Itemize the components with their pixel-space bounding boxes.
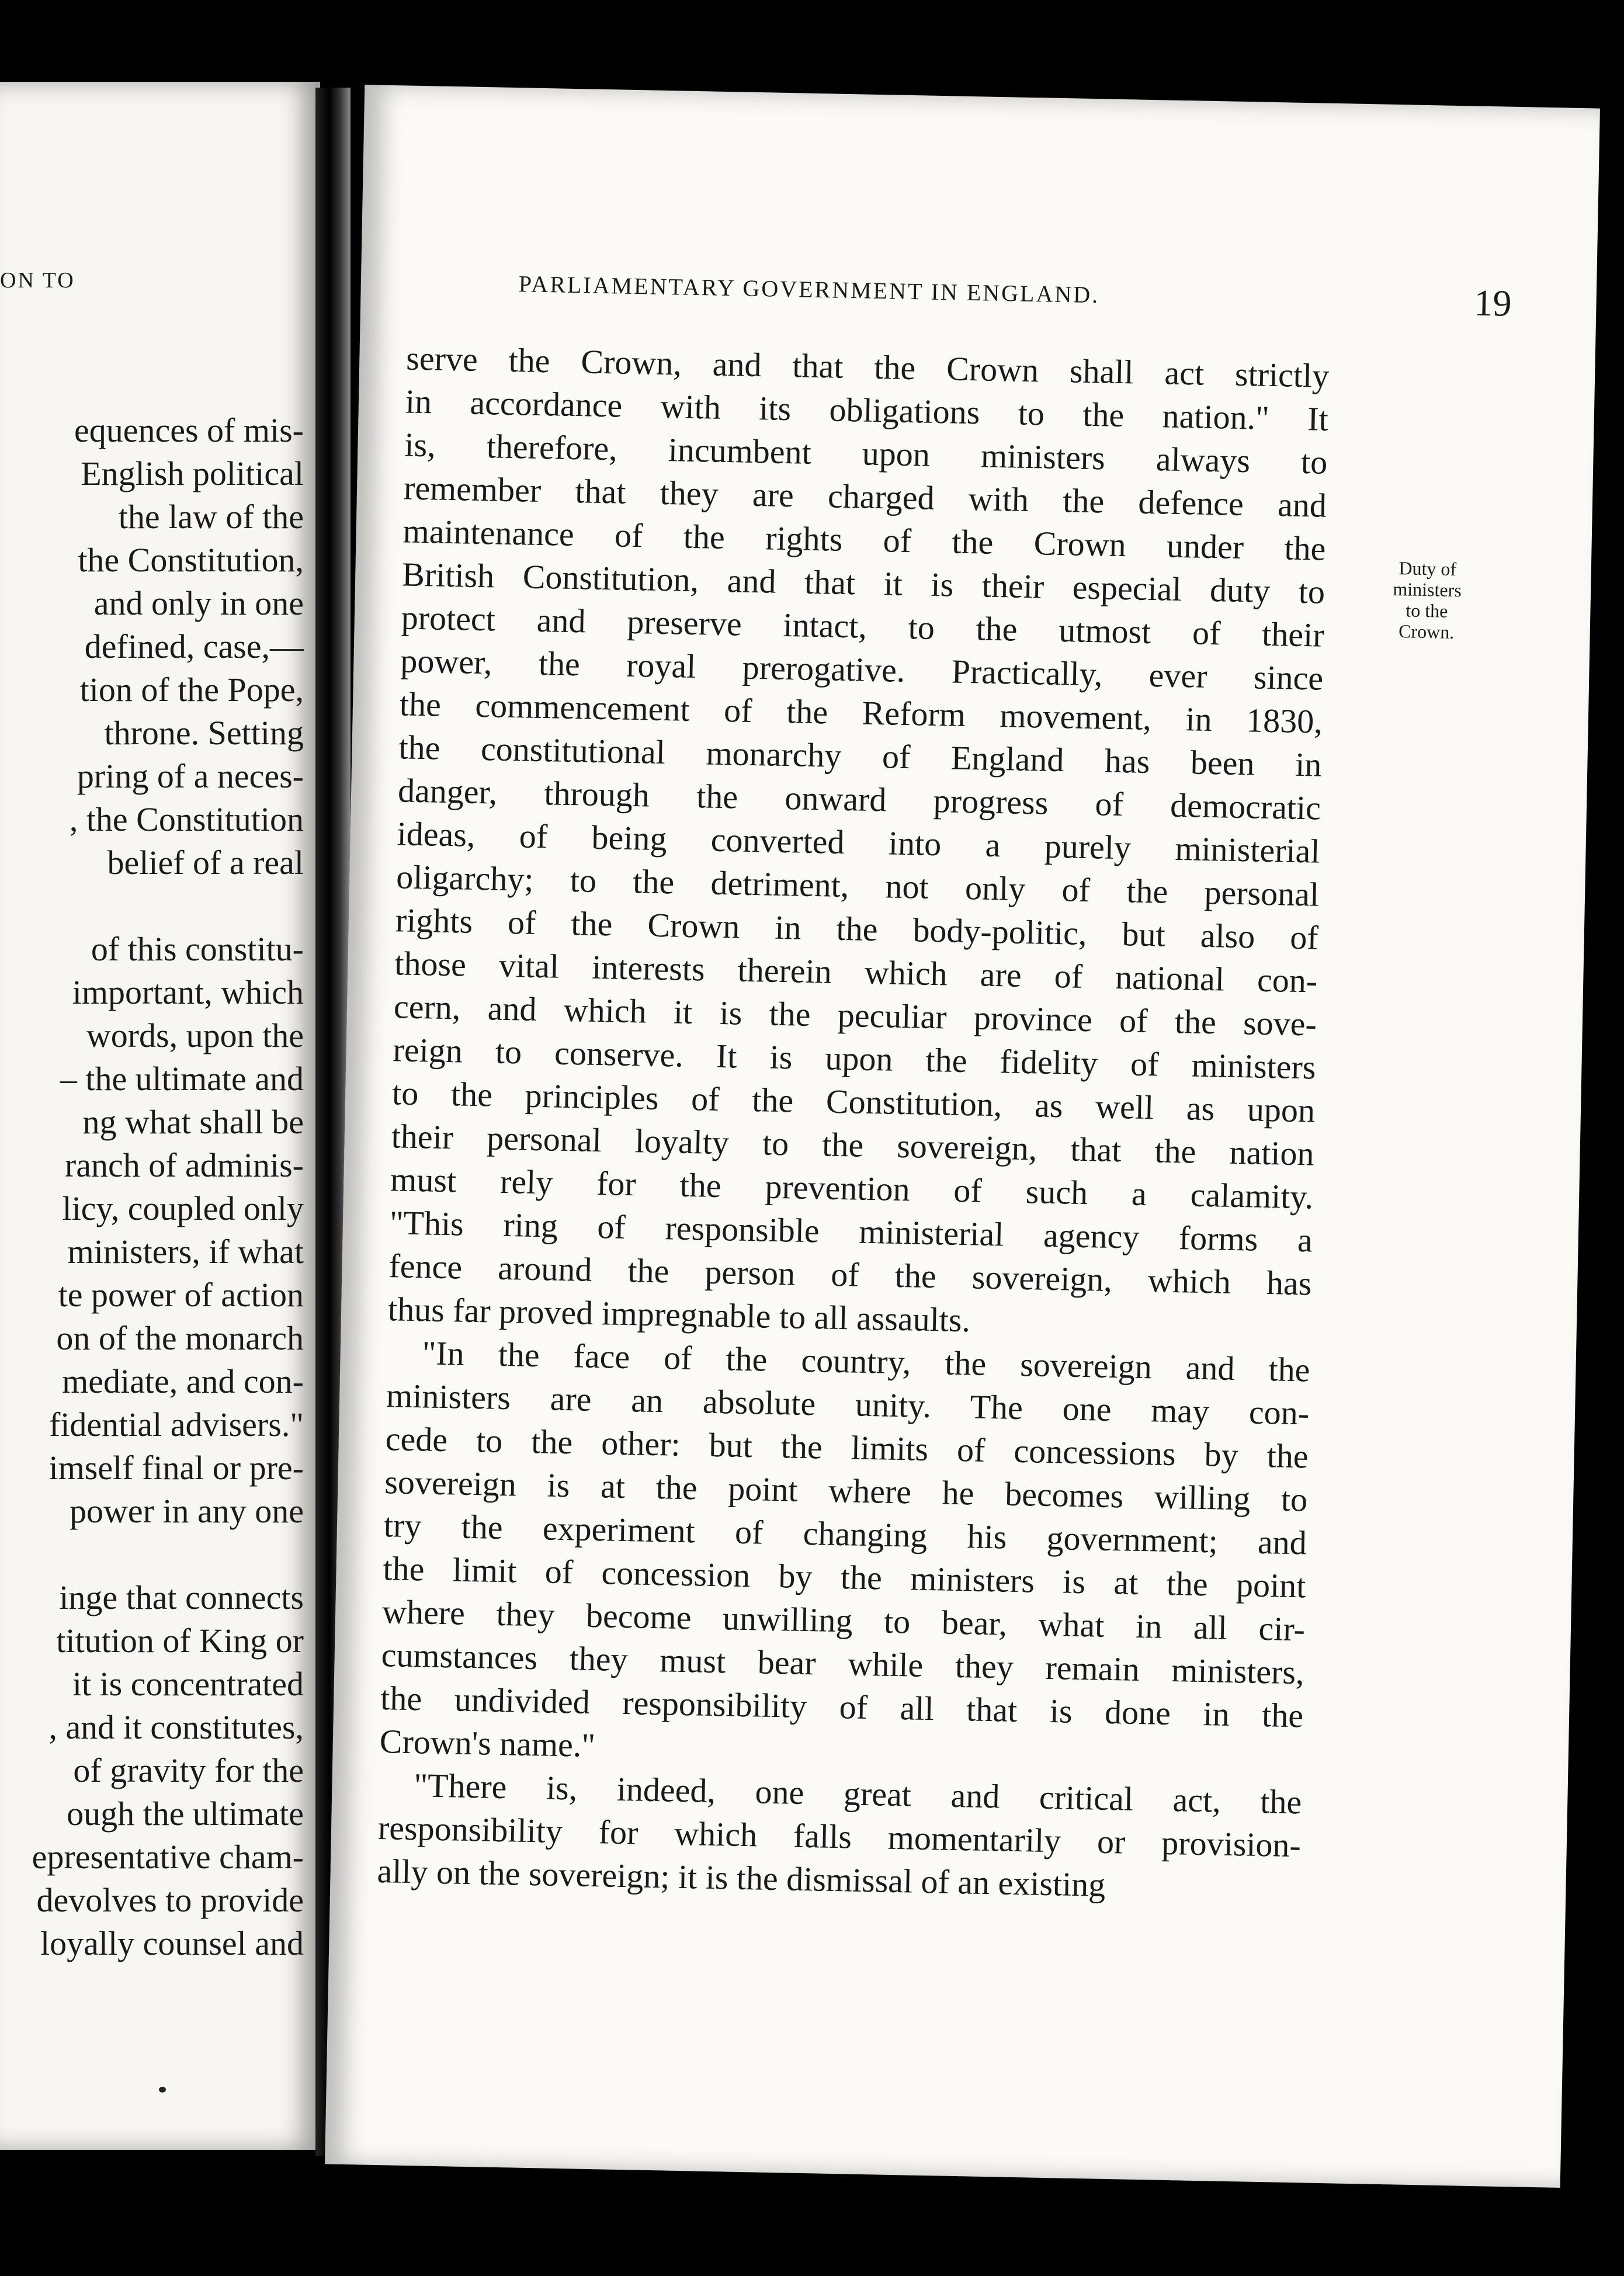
text-line: the limit of concession by the ministers is at the point [382, 1549, 1306, 1605]
left-page-text [0, 409, 304, 1965]
text-line: licy, coupled only [62, 1189, 304, 1227]
text-line: ng what shall be [82, 1103, 304, 1141]
text-line: thus far proved impregnable to all assaults. [387, 1290, 971, 1340]
text-line: reign to conserve. It is upon the fidelity of ministers [393, 1031, 1316, 1087]
text-line: of gravity for the [73, 1751, 304, 1789]
text-line: is, therefore, incumbent upon ministers always to [404, 425, 1328, 481]
text-line: English political [81, 454, 304, 492]
text-line: epresentative cham- [32, 1838, 304, 1876]
margin-sidenote [1368, 557, 1486, 643]
text-line: sovereign is at the point where he becomes willing to [384, 1463, 1308, 1519]
text-line: try the experiment of changing his government; and [383, 1506, 1307, 1562]
text-line: loyally counsel and [40, 1924, 304, 1962]
text-line: inge that connects [59, 1578, 304, 1616]
right-page [325, 85, 1600, 2188]
paragraph-gap [0, 1533, 304, 1576]
text-line: cern, and which it is the peculiar province of the sove- [393, 987, 1317, 1043]
text-line: on of the monarch [56, 1319, 304, 1357]
text-line: to the principles of the Constitution, as well as upon [391, 1074, 1316, 1130]
text-line: fence around the person of the sovereign, which has [388, 1247, 1312, 1303]
page-number: 19 [1473, 282, 1512, 324]
left-page [0, 82, 320, 2150]
text-line: serve the Crown, and that the Crown shall act strictly [405, 339, 1330, 395]
sidenote-line: Crown. [1398, 620, 1455, 643]
text-line: , and it constitutes, [48, 1708, 304, 1746]
text-line: words, upon the [86, 1016, 304, 1054]
text-line: remember that they are charged with the defence and [403, 469, 1327, 525]
text-line: important, which [72, 973, 304, 1011]
text-line: oligarchy; to the detriment, not only of the personal [395, 858, 1320, 914]
text-line: "There is, indeed, one great and critical act, the [413, 1766, 1302, 1822]
text-line: the commencement of the Reform movement, in 1830, [399, 685, 1323, 741]
text-line: ministers, if what [67, 1233, 304, 1271]
text-line: imself final or pre- [48, 1449, 304, 1487]
text-line: titution of King or [56, 1622, 304, 1660]
text-line: – the ultimate and [60, 1060, 304, 1098]
text-line: the constitutional monarchy of England has been in [398, 728, 1322, 784]
text-line: Crown's name." [379, 1722, 596, 1765]
text-line: cede to the other: but the limits of concessions by the [385, 1420, 1309, 1476]
text-line: mediate, and con- [62, 1362, 304, 1400]
text-line: British Constitution, and that it is their especial duty to [401, 555, 1325, 611]
text-line: protect and preserve intact, to the utmost of their [401, 598, 1325, 654]
text-line: tion of the Pope, [79, 671, 304, 709]
text-line: ministers are an absolute unity. The one may con- [386, 1376, 1310, 1432]
text-line: belief of a real [107, 844, 304, 882]
text-line: where they become unwilling to bear, what in all cir- [381, 1592, 1306, 1649]
text-line: must rely for the prevention of such a calamity. [390, 1160, 1314, 1216]
sidenote-line: Duty of [1399, 557, 1457, 580]
text-line: ideas, of being converted into a purely ministerial [397, 814, 1321, 870]
text-line: "This ring of responsible ministerial agency forms a [389, 1203, 1313, 1260]
text-line: danger, through the onward progress of democratic [397, 771, 1321, 827]
sidenote-line: to the [1406, 599, 1448, 622]
text-line: maintenance of the rights of the Crown under the [402, 512, 1327, 568]
text-line: ough the ultimate [67, 1795, 304, 1833]
text-line: throne. Setting [104, 714, 304, 752]
text-line: and only in one [93, 584, 304, 622]
text-line: those vital interests therein which are of national con- [394, 944, 1318, 1000]
text-line: cumstances they must bear while they remain ministers, [381, 1636, 1305, 1692]
ink-speck [159, 2087, 166, 2093]
text-line: rights of the Crown in the body-politic, but also of [395, 901, 1319, 957]
text-line: ranch of adminis- [64, 1146, 304, 1184]
text-line: power, the royal prerogative. Practically, ever since [400, 641, 1324, 698]
left-running-head: ON TO [0, 268, 75, 293]
text-line: the law of the [118, 498, 304, 536]
text-line: "In the face of the country, the sovereign and the [422, 1334, 1311, 1389]
text-line: the undivided responsibility of all that is done in the [380, 1679, 1304, 1735]
sidenote-line: ministers [1393, 578, 1462, 601]
paragraph-gap [0, 884, 304, 928]
running-head [518, 263, 1512, 329]
body-text [377, 336, 1330, 1910]
text-line: devolves to provide [36, 1881, 304, 1919]
text-line: defined, case,— [84, 627, 304, 665]
text-line: equences of mis- [74, 411, 304, 449]
text-line: responsibility for which falls momentarily or provision- [377, 1809, 1302, 1865]
text-line: their personal loyalty to the sovereign, that the nation [391, 1117, 1315, 1173]
text-line: in accordance with its obligations to the nation." It [405, 382, 1329, 438]
running-head-title: PARLIAMENTARY GOVERNMENT IN ENGLAND. [518, 270, 1100, 308]
text-line: of this constitu- [91, 930, 304, 968]
text-line: , the Constitution [69, 800, 304, 838]
text-line: ally on the sovereign; it is the dismissal of an existing [377, 1852, 1106, 1904]
text-line: it is concentrated [72, 1665, 304, 1703]
text-line: te power of action [58, 1276, 304, 1314]
text-line: the Constitution, [78, 541, 304, 579]
text-line: pring of a neces- [77, 757, 304, 795]
text-line: fidential advisers." [49, 1406, 304, 1444]
text-line: power in any one [69, 1492, 304, 1530]
